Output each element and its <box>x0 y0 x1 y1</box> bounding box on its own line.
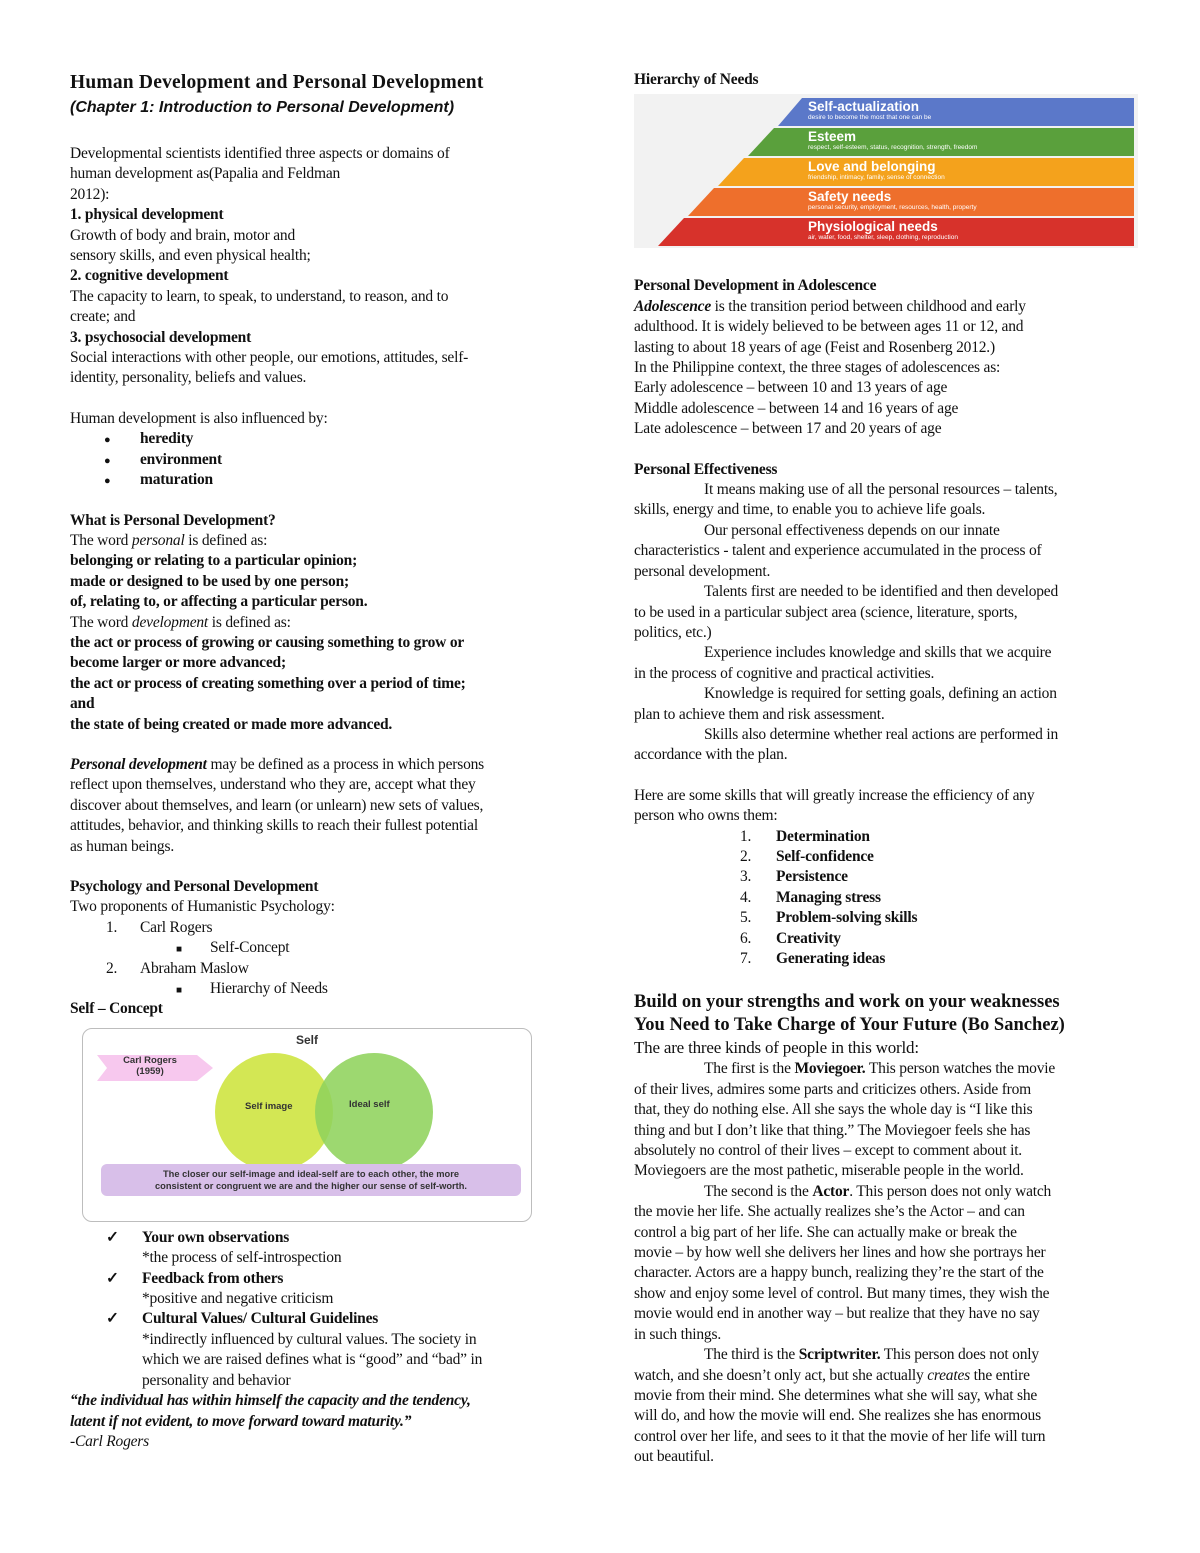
pyramid-label: Love and belonging friendship, intimacy, family, sense of connection <box>808 159 945 182</box>
development-def: the state of being created or made more advanced. <box>70 715 393 733</box>
development-def: the act or process of growing or causing something to grow or <box>70 633 465 651</box>
what-is-heading: What is Personal Development? <box>70 511 276 529</box>
list-item: ● heredity <box>70 429 560 449</box>
document-title: Human Development and Personal Development <box>70 72 484 93</box>
skill-item: 3. Persistence <box>740 868 848 886</box>
skills-intro: Here are some skills that will greatly increase the efficiency of any <box>634 786 1035 804</box>
domain-line: The capacity to learn, to speak, to understand, to reason, and to <box>70 287 449 305</box>
pd-line: reflect upon themselves, understand who they are, accept what they <box>70 776 476 794</box>
effectiveness-paragraph: Experience includes knowledge and skills that we acquire in the process of cognitive and practical activities. <box>634 644 1052 682</box>
effectiveness-paragraph: Skills also determine whether real actions are performed in accordance with the plan. <box>634 725 1059 764</box>
skill-item: 5. Problem-solving skills <box>740 909 918 927</box>
adolescence-def: Adolescence is the transition period between childhood and early <box>634 297 1026 315</box>
quote-line: “the individual has within himself the capacity and the tendency, <box>70 1392 471 1410</box>
pyramid-label: Self-actualization desire to become the most that one can be <box>808 99 932 122</box>
pd-line: attitudes, behavior, and thinking skills to reach their fullest potential <box>70 817 478 835</box>
left-column <box>70 70 560 1452</box>
check-line: *positive and negative criticism <box>142 1290 334 1308</box>
intro-line: 2012): <box>70 185 110 203</box>
proponents-intro: Two proponents of Humanistic Psychology: <box>70 898 335 916</box>
proponent-item: 2. Abraham Maslow <box>106 959 249 977</box>
self-concept-heading: Self – Concept <box>70 1000 163 1018</box>
domain-line: Social interactions with other people, our emotions, attitudes, self- <box>70 349 469 367</box>
check-line: *indirectly influenced by cultural values. The society in <box>142 1330 477 1348</box>
check-line: *the process of self-introspection <box>142 1249 342 1267</box>
psych-heading: Psychology and Personal Development <box>70 878 319 895</box>
personal-def: made or designed to be used by one person; <box>70 572 349 590</box>
quote-line: latent if not evident, to move forward toward maturity.” <box>70 1412 412 1430</box>
hierarchy-heading: Hierarchy of Needs <box>634 71 759 88</box>
self-image-label: Self image <box>245 1100 293 1112</box>
adolescence-line: Middle adolescence – between 14 and 16 years of age <box>634 399 959 417</box>
pd-line: discover about themselves, and learn (or unlearn) new sets of values, <box>70 796 484 814</box>
development-def: and <box>70 695 95 713</box>
check-line: which we are raised defines what is “good” and “bad” in <box>142 1351 483 1369</box>
diagram-note: The closer our self-image and ideal-self are to each other, the more consistent or congruent we are and the higher our sense of self-worth. <box>101 1164 521 1196</box>
proponent-item: 1. Carl Rogers <box>106 918 213 936</box>
pd-definition-line: Personal development may be defined as a process in which persons <box>70 755 485 773</box>
scriptwriter-paragraph: The third is the Scriptwriter. This person does not only watch, and she doesn’t only act, but she actually creates the entire movie from their mind. She determines what she will say, what she will do, and how the movie will end. She realizes she has enormous control over her life, and sees to it that the movie of her life will turn out beautiful. <box>634 1346 1046 1466</box>
check-item: ✓ Cultural Values/ Cultural Guidelines <box>106 1310 379 1328</box>
effectiveness-heading: Personal Effectiveness <box>634 460 778 478</box>
domain-line: create; and <box>70 308 136 326</box>
document-subtitle: (Chapter 1: Introduction to Personal Development) <box>70 99 455 116</box>
skills-intro: person who owns them: <box>634 807 778 825</box>
word-personal-line: The word personal is defined as: <box>70 531 268 549</box>
adolescence-line: In the Philippine context, the three stages of adolescences as: <box>634 359 1001 377</box>
pd-line: as human beings. <box>70 837 174 855</box>
pyramid-label: Safety needs personal security, employment, resources, health, property <box>808 189 977 212</box>
intro-line: human development as(Papalia and Feldman <box>70 165 341 183</box>
arrow-label: Carl Rogers (1959) <box>123 1054 177 1077</box>
quote-author: -Carl Rogers <box>70 1432 149 1450</box>
domain-heading: 2. cognitive development <box>70 267 229 285</box>
self-concept-diagram <box>82 1028 532 1222</box>
diagram-header: Self <box>295 1032 318 1047</box>
adolescence-heading: Personal Development in Adolescence <box>634 277 877 295</box>
domain-line: sensory skills, and even physical health; <box>70 247 311 265</box>
development-def: the act or process of creating something over a period of time; <box>70 674 466 692</box>
ideal-self-circle <box>315 1053 433 1171</box>
influences-list <box>70 429 560 490</box>
adolescence-line: Late adolescence – between 17 and 20 years of age <box>634 420 942 438</box>
adolescence-line: Early adolescence – between 10 and 13 years of age <box>634 379 948 397</box>
domain-heading: 1. physical development <box>70 206 224 224</box>
skill-item: 6. Creativity <box>740 929 841 947</box>
domain-line: identity, personality, beliefs and values. <box>70 369 307 387</box>
three-kinds: The are three kinds of people in this world: <box>634 1038 919 1058</box>
skill-item: 7. Generating ideas <box>740 950 886 967</box>
pyramid-label: Physiological needs air, water, food, shelter, sleep, clothing, reproduction <box>808 219 958 242</box>
adolescence-line: lasting to about 18 years of age (Feist and Rosenberg 2012.) <box>634 338 995 356</box>
pyramid-label: Esteem respect, self-esteem, status, recognition, strength, freedom <box>808 129 978 152</box>
build-heading: You Need to Take Charge of Your Future (Bo Sanchez) <box>634 1015 1065 1036</box>
domain-cognitive <box>70 266 560 327</box>
domain-heading: 3. psychosocial development <box>70 328 252 346</box>
influenced-by: Human development is also influenced by: <box>70 409 328 427</box>
development-def: become larger or more advanced; <box>70 654 286 672</box>
effectiveness-paragraph: Talents first are needed to be identified and then developed to be used in a particular subject area (science, literature, sports, politics, etc.) <box>634 583 1059 641</box>
adolescence-line: adulthood. It is widely believed to be between ages 11 or 12, and <box>634 318 1024 336</box>
build-heading: Build on your strengths and work on your weaknesses <box>634 992 1060 1013</box>
list-item: ● environment <box>70 450 560 470</box>
effectiveness-paragraph: It means making use of all the personal resources – talents, skills, energy and time, to enable you to achieve life goals. <box>634 481 1058 519</box>
check-line: personality and behavior <box>142 1371 291 1389</box>
ideal-self-label: Ideal self <box>349 1098 390 1110</box>
domain-psychosocial <box>70 328 560 389</box>
maslow-pyramid <box>634 94 1138 248</box>
personal-def: of, relating to, or affecting a particular person. <box>70 593 368 611</box>
check-item: ✓ Your own observations <box>106 1228 290 1246</box>
skill-item: 4. Managing stress <box>740 888 881 906</box>
domain-physical <box>70 205 560 266</box>
domain-line: Growth of body and brain, motor and <box>70 226 296 244</box>
effectiveness-paragraph: Our personal effectiveness depends on our innate characteristics - talent and experience accumulated in the process of personal development. <box>634 521 1042 580</box>
moviegoer-paragraph: The first is the Moviegoer. This person watches the movie of their lives, admires some parts and criticizes others. Aside from that, they do nothing else. All she says the whole day is “I like this thing and but I don’t like that thing.” The Moviegoer feels she has absolutely no control of their lives – except to comment about it. Moviegoers are the most pathetic, miserable people in the world. <box>634 1060 1056 1180</box>
personal-def: belonging or relating to a particular opinion; <box>70 552 358 570</box>
skill-item: 2. Self-confidence <box>740 847 874 865</box>
proponent-subitem: ■ Self-Concept <box>176 939 290 957</box>
skill-item: 1. Determination <box>740 827 870 845</box>
effectiveness-paragraph: Knowledge is required for setting goals, defining an action plan to achieve them and risk assessment. <box>634 685 1057 723</box>
actor-paragraph: The second is the Actor. This person does not only watch the movie her life. She actually realizes she’s the Actor – and can control a big part of her life. She can actually make or break the movie – by how well she delivers her lines and how she portrays her character. Actors are a happy bunch, realizing they’re the start of the show and enjoy some level of control. But many times, they wish the movie would end in another way – but realize that they have no say in such things. <box>634 1182 1052 1343</box>
right-column <box>634 70 1134 1468</box>
check-item: ✓ Feedback from others <box>106 1269 284 1287</box>
word-development-line: The word development is defined as: <box>70 613 291 631</box>
list-item: ● maturation <box>70 470 560 490</box>
intro-line: Developmental scientists identified three aspects or domains of <box>70 145 450 162</box>
proponent-subitem: ■ Hierarchy of Needs <box>176 980 328 998</box>
